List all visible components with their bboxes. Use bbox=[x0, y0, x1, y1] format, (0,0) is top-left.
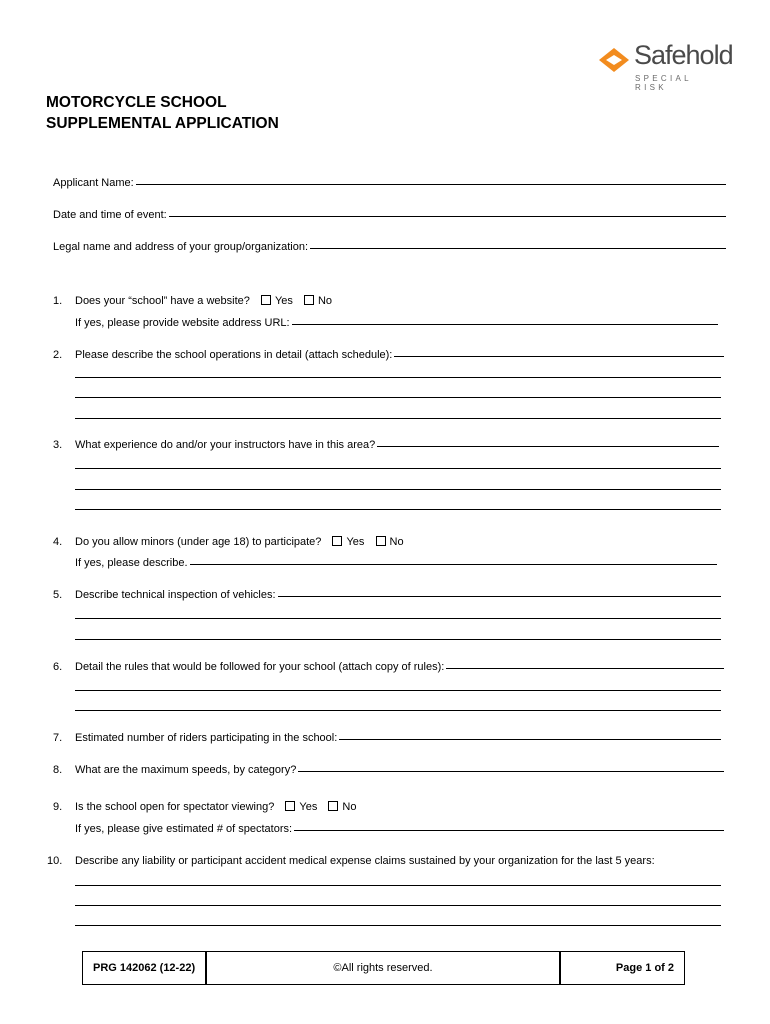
q10-answer-line[interactable] bbox=[75, 925, 721, 926]
q9-followup-label: If yes, please give estimated # of spectators: bbox=[75, 823, 293, 835]
q10-answer-line[interactable] bbox=[75, 905, 721, 906]
q6-number: 6. bbox=[53, 661, 63, 673]
q9-no-checkbox[interactable] bbox=[328, 801, 338, 811]
q8-number: 8. bbox=[53, 764, 63, 776]
q9-number: 9. bbox=[53, 801, 63, 813]
q6-text: Detail the rules that would be followed for your school (attach copy of rules): bbox=[75, 661, 445, 673]
q4-no-label: No bbox=[389, 536, 404, 548]
event-date-field[interactable] bbox=[53, 209, 726, 221]
q6-answer-line[interactable] bbox=[75, 690, 721, 691]
q6-field[interactable] bbox=[75, 661, 724, 673]
q9-yes-label: Yes bbox=[299, 801, 318, 813]
q10-number: 10. bbox=[47, 855, 63, 867]
legal-name-label: Legal name and address of your group/organization: bbox=[53, 241, 309, 253]
logo-subtitle: SPECIAL RISK bbox=[635, 74, 692, 92]
legal-name-field[interactable] bbox=[53, 241, 726, 253]
q6-answer-line[interactable] bbox=[75, 710, 721, 711]
q3-answer-line[interactable] bbox=[75, 509, 721, 510]
q1-yes-checkbox[interactable] bbox=[261, 295, 271, 305]
form-number: PRG 142062 (12-22) bbox=[82, 951, 207, 985]
logo-name: Safehold bbox=[634, 40, 733, 70]
q9-no-label: No bbox=[342, 801, 357, 813]
q9-text: Is the school open for spectator viewing? bbox=[75, 801, 275, 813]
q1-url-field[interactable] bbox=[75, 317, 718, 329]
q3-answer-line[interactable] bbox=[75, 489, 721, 490]
q2-field[interactable] bbox=[75, 349, 724, 361]
q5-text: Describe technical inspection of vehicles: bbox=[75, 589, 276, 601]
q4-describe-field[interactable] bbox=[75, 557, 717, 569]
q4-number: 4. bbox=[53, 536, 63, 548]
q7-text: Estimated number of riders participating in the school: bbox=[75, 732, 338, 744]
applicant-name-field[interactable] bbox=[53, 177, 726, 189]
q1-yes-label: Yes bbox=[274, 295, 293, 307]
event-date-label: Date and time of event: bbox=[53, 209, 167, 221]
q3-field[interactable] bbox=[75, 439, 719, 451]
q4-yes-label: Yes bbox=[346, 536, 365, 548]
q9-spectators-field[interactable] bbox=[75, 823, 724, 835]
q4-question bbox=[75, 536, 404, 548]
q2-text: Please describe the school operations in detail (attach schedule): bbox=[75, 349, 393, 361]
q1-number: 1. bbox=[53, 295, 63, 307]
q7-number: 7. bbox=[53, 732, 63, 744]
q5-field[interactable] bbox=[75, 589, 721, 601]
q3-number: 3. bbox=[53, 439, 63, 451]
q1-no-label: No bbox=[317, 295, 333, 307]
q3-answer-line[interactable] bbox=[75, 468, 721, 469]
q2-answer-line[interactable] bbox=[75, 418, 721, 419]
title-line-1: MOTORCYCLE SCHOOL bbox=[46, 94, 227, 111]
copyright-text: ©All rights reserved. bbox=[207, 951, 559, 985]
q4-text: Do you allow minors (under age 18) to participate? bbox=[75, 536, 322, 548]
page-title bbox=[46, 92, 279, 134]
q1-no-checkbox[interactable] bbox=[304, 295, 314, 305]
diamond-logo-icon bbox=[598, 47, 630, 73]
safehold-logo bbox=[598, 40, 733, 92]
q4-yes-checkbox[interactable] bbox=[332, 536, 342, 546]
q7-field[interactable] bbox=[75, 732, 721, 744]
q5-answer-line[interactable] bbox=[75, 618, 721, 619]
title-line-2: SUPPLEMENTAL APPLICATION bbox=[46, 115, 279, 132]
q1-question bbox=[75, 295, 332, 307]
q10-text: Describe any liability or participant accident medical expense claims sustained by your organization for the last 5 years: bbox=[75, 855, 655, 867]
q3-text: What experience do and/or your instructors have in this area? bbox=[75, 439, 376, 451]
q4-followup-label: If yes, please describe. bbox=[75, 557, 188, 569]
q2-answer-line[interactable] bbox=[75, 377, 721, 378]
applicant-name-label: Applicant Name: bbox=[53, 177, 134, 189]
q9-yes-checkbox[interactable] bbox=[285, 801, 295, 811]
q1-text: Does your “school” have a website? bbox=[75, 295, 250, 307]
page-footer bbox=[82, 951, 685, 985]
q5-answer-line[interactable] bbox=[75, 639, 721, 640]
q10-answer-line[interactable] bbox=[75, 885, 721, 886]
q9-question bbox=[75, 801, 356, 813]
q5-number: 5. bbox=[53, 589, 63, 601]
q2-number: 2. bbox=[53, 349, 63, 361]
q2-answer-line[interactable] bbox=[75, 397, 721, 398]
q8-text: What are the maximum speeds, by category? bbox=[75, 764, 297, 776]
q1-followup-label: If yes, please provide website address URL: bbox=[75, 317, 290, 329]
q8-field[interactable] bbox=[75, 764, 724, 776]
page-number: Page 1 of 2 bbox=[559, 951, 685, 985]
q4-no-checkbox[interactable] bbox=[376, 536, 386, 546]
